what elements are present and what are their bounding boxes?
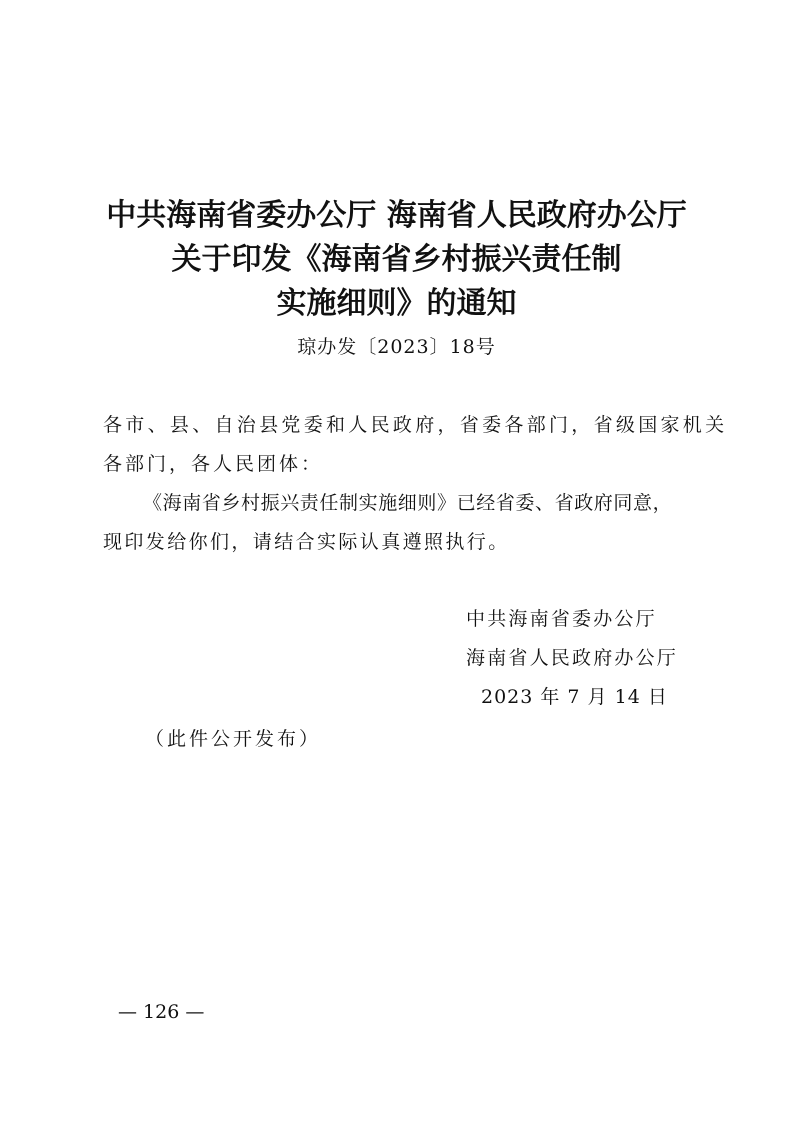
title-line-3: 实施细则》的通知 — [276, 286, 517, 321]
addressee-line-2: 各部门，各人民团体： — [103, 453, 324, 475]
addressee-line-1: 各市、县、自治县党委和人民政府，省委各部门，省级国家机关 — [103, 414, 728, 436]
signature-party-office: 中共海南省委办公厅 — [466, 608, 657, 630]
title-line-2: 关于印发《海南省乡村振兴责任制 — [171, 242, 622, 277]
document-number: 琼办发〔2023〕18号 — [297, 336, 496, 358]
body-line-1: 《海南省乡村振兴责任制实施细则》已经省委、省政府同意， — [143, 492, 673, 514]
page-number: — 126 — — [118, 1001, 205, 1023]
document-title — [0, 194, 793, 326]
title-line-1: 中共海南省委办公厅 海南省人民政府办公厅 — [106, 198, 687, 233]
body-line-2: 现印发给你们，请结合实际认真遵照执行。 — [103, 531, 510, 553]
publish-note: （此件公开发布） — [145, 728, 322, 750]
signature-date: 2023 年 7 月 14 日 — [481, 686, 668, 708]
signature-government-office: 海南省人民政府办公厅 — [466, 647, 679, 669]
